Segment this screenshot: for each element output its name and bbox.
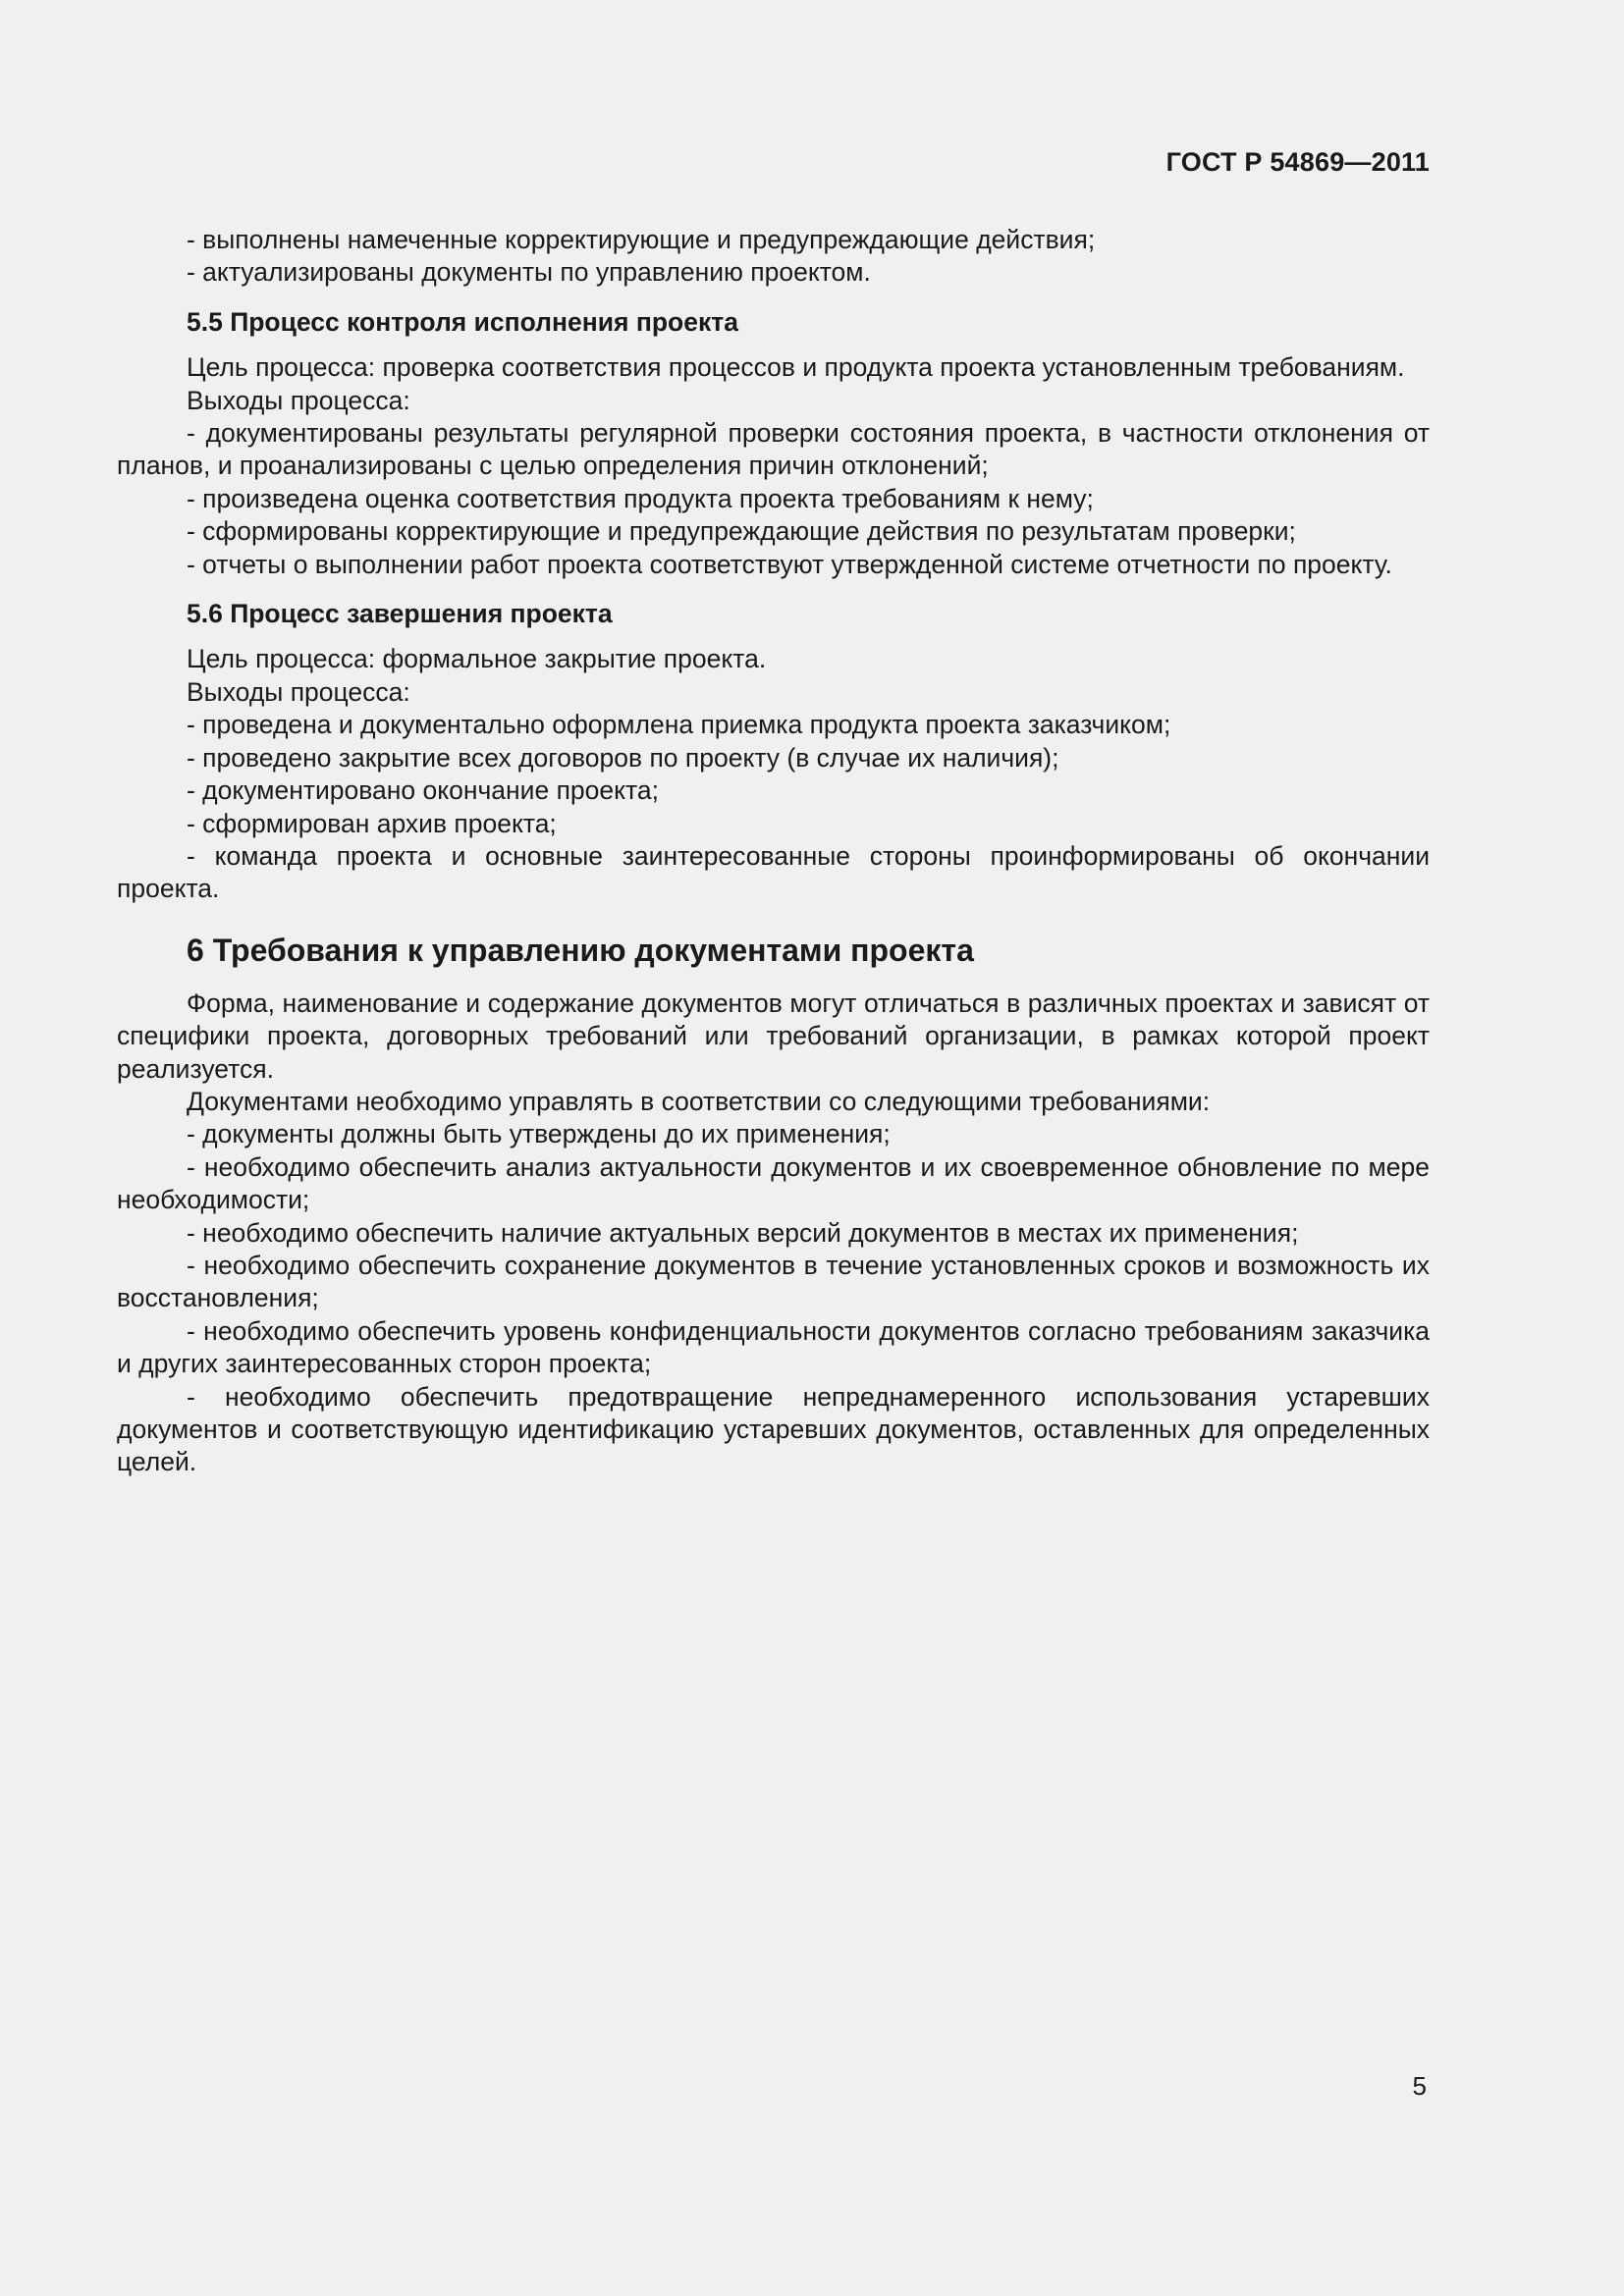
process-goal: Цель процесса: формальное закрытие проекта. <box>187 644 767 674</box>
requirements-label: Документами необходимо управлять в соответствии со следующими требованиями: <box>187 1086 1211 1116</box>
section-heading-5-6: 5.6 Процесс завершения проекта <box>187 599 613 629</box>
list-item: - документы должны быть утверждены до их применения; <box>187 1119 891 1149</box>
list-item: - необходимо обеспечить сохранение документов в течение установленных сроков и возможность их восстановления; <box>117 1250 1430 1313</box>
process-goal: Цель процесса: проверка соответствия процессов и продукта проекта установленным требованиям. <box>187 352 1405 383</box>
list-item: - необходимо обеспечить анализ актуальности документов и их своевременное обновление по мере необходимости; <box>117 1151 1430 1215</box>
section-heading-6: 6 Требования к управлению документами проекта <box>187 932 974 968</box>
document-body <box>117 224 1430 1479</box>
list-item: - произведена оценка соответствия продукта проекта требованиям к нему; <box>187 483 1094 513</box>
list-item: - команда проекта и основные заинтересованные стороны проинформированы об окончании проекта. <box>117 840 1430 904</box>
section-heading-5-5: 5.5 Процесс контроля исполнения проекта <box>187 306 738 337</box>
list-item: - документировано окончание проекта; <box>187 775 659 806</box>
list-item: - сформированы корректирующие и предупреждающие действия по результатам проверки; <box>187 516 1296 547</box>
list-item: - документированы результаты регулярной проверки состояния проекта, в частности отклонения от планов, и проанализированы с целью определения причин отклонений; <box>117 418 1430 481</box>
list-item: - проведено закрытие всех договоров по проекту (в случае их наличия); <box>187 742 1059 773</box>
document-code: ГОСТ Р 54869—2011 <box>1165 147 1430 177</box>
list-item: - сформирован архив проекта; <box>187 808 557 838</box>
list-item: - отчеты о выполнении работ проекта соответствуют утвержденной системе отчетности по проекту. <box>187 549 1392 579</box>
list-item: - необходимо обеспечить уровень конфиденциальности документов согласно требованиям заказчика и других заинтересованных сторон проекта; <box>117 1315 1430 1379</box>
list-item: - необходимо обеспечить предотвращение непреднамеренного использования устаревших документов и соответствующую идентификацию устаревших документов, оставленных для определенных целей. <box>117 1381 1430 1477</box>
process-outputs-label: Выходы процесса: <box>187 385 410 415</box>
list-item: - выполнены намеченные корректирующие и предупреждающие действия; <box>187 225 1096 254</box>
page-number: 5 <box>1412 2071 1427 2101</box>
list-item: - необходимо обеспечить наличие актуальных версий документов в местах их применения; <box>187 1217 1299 1248</box>
process-outputs-label: Выходы процесса: <box>187 676 410 707</box>
section-intro: Форма, наименование и содержание документов могут отличаться в различных проектах и зависят от специфики проекта, договорных требований или требований организации, в рамках которой проект реализуется. <box>117 988 1430 1084</box>
list-item: - проведена и документально оформлена приемка продукта проекта заказчиком; <box>187 710 1171 740</box>
list-item: - актуализированы документы по управлению проектом. <box>187 257 871 288</box>
